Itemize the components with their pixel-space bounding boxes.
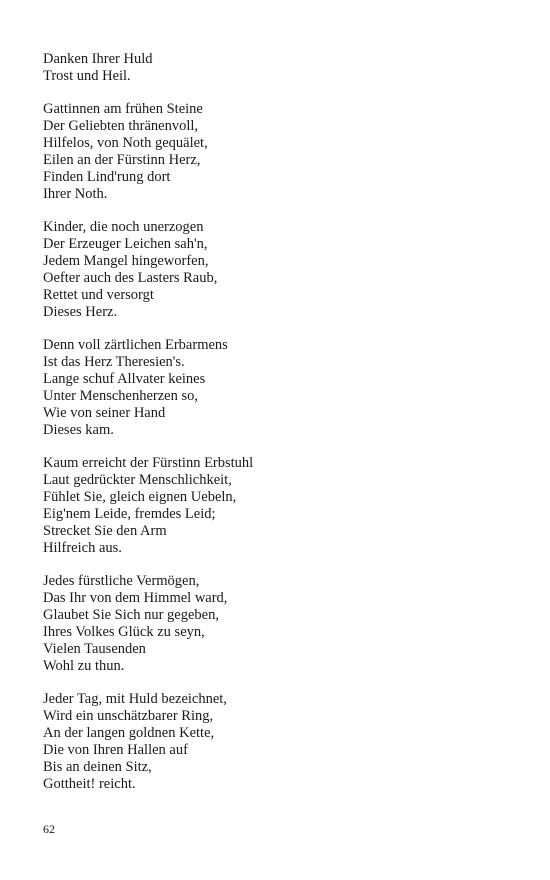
poem-line: Kaum erreicht der Fürstinn Erbstuhl [43,455,254,472]
poem-line: Bis an deinen Sitz, [43,758,152,775]
poem-line: Strecket Sie den Arm [43,522,167,539]
stanza-1 [43,51,513,85]
poem-line: Hilfreich aus. [43,539,122,556]
stanza-5 [43,455,513,556]
page-number: 62 [43,822,55,836]
poem-line: Finden Lind'rung dort [43,168,171,185]
stanza-3 [43,219,513,320]
poem-line: Fühlet Sie, gleich eignen Uebeln, [43,488,237,505]
poem-line: Wird ein unschätzbarer Ring, [43,707,214,724]
poem-line: Glaubet Sie Sich nur gegeben, [43,606,219,623]
stanza-6 [43,573,513,674]
stanza-7 [43,691,513,792]
poem-line: Eig'nem Leide, fremdes Leid; [43,505,216,522]
stanza-4 [43,337,513,438]
poem-line: Rettet und versorgt [43,286,154,303]
poem-line: Das Ihr von dem Himmel ward, [43,589,228,606]
poem-line: Dieses Herz. [43,303,118,320]
poem-line: Danken Ihrer Huld [43,51,153,67]
poem-line: Laut gedrückter Menschlichkeit, [43,472,232,489]
poem-line: Hilfelos, von Noth gequälet, [43,135,208,152]
poem-line: Wohl zu thun. [43,657,125,674]
poem-line: Denn voll zärtlichen Erbarmens [43,337,228,354]
poem-line: Lange schuf Allvater keines [43,371,206,387]
poem-line: Dieses kam. [43,421,114,438]
poem-line: Ihrer Noth. [43,185,108,202]
poem-line: Die von Ihren Hallen auf [43,741,188,758]
poem-line: Der Geliebten thränenvoll, [43,118,199,135]
poem-line: Kinder, die noch unerzogen [43,219,204,236]
poem-line: Oefter auch des Lasters Raub, [43,269,218,286]
poem-line: Wie von seiner Hand [43,404,166,421]
poem-line: Ist das Herz Theresien's. [43,354,185,371]
poem-line: Jedem Mangel hingeworfen, [43,253,209,270]
poem-line: Gottheit! reicht. [43,775,136,792]
poem-line: Eilen an der Fürstinn Herz, [43,152,201,169]
poem-line: Der Erzeuger Leichen sah'n, [43,236,208,253]
poem-line: Jedes fürstliche Vermögen, [43,573,200,590]
poem-text [43,51,513,809]
stanza-2 [43,101,513,202]
poem-line: Trost und Heil. [43,67,131,84]
poem-line: Ihres Volkes Glück zu seyn, [43,623,205,640]
poem-line: Vielen Tausenden [43,640,146,657]
poem-line: Gattinnen am frühen Steine [43,101,203,118]
poem-line: An der langen goldnen Kette, [43,724,215,741]
poem-line: Unter Menschenherzen so, [43,387,199,404]
poem-line: Jeder Tag, mit Huld bezeichnet, [43,691,227,707]
